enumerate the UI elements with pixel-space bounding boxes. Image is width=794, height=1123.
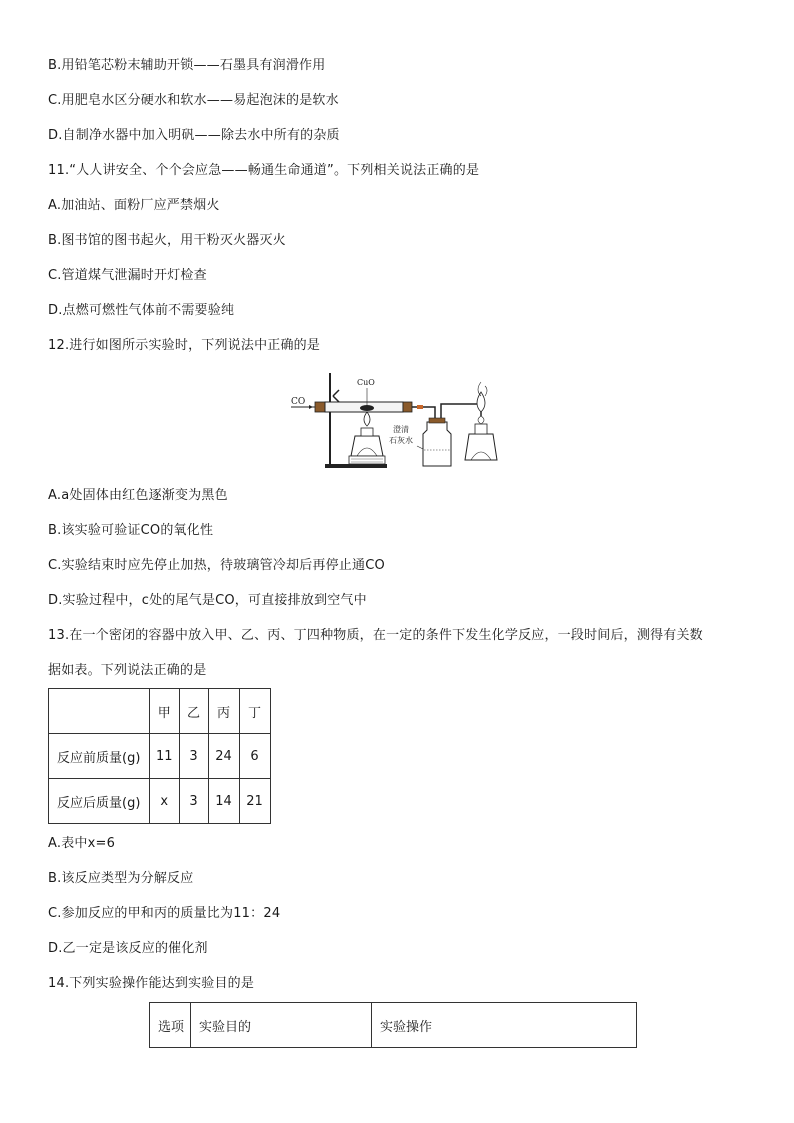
q13-option-a: A.表中x=6	[48, 836, 116, 851]
co-reduction-apparatus-figure	[285, 368, 525, 472]
q11-option-a: A.加油站、面粉厂应严禁烟火	[48, 198, 220, 213]
q12-option-b: B.该实验可验证CO的氧化性	[48, 523, 214, 538]
table-row	[49, 734, 271, 779]
q13-option-b: B.该反应类型为分解反应	[48, 871, 194, 886]
table-cell: 11	[150, 734, 180, 779]
table-header-cell: 丙	[208, 689, 239, 734]
table-cell: 6	[239, 734, 270, 779]
q13-stem-line2: 据如表。下列说法正确的是	[48, 663, 207, 678]
q13-option-d: D.乙一定是该反应的催化剂	[48, 941, 208, 956]
q10-option-b: B.用铅笔芯粉末辅助开锁——石墨具有润滑作用	[48, 58, 326, 73]
table-row	[49, 779, 271, 824]
q12-option-d: D.实验过程中，c处的尾气是CO，可直接排放到空气中	[48, 593, 367, 608]
q11-option-c: C.管道煤气泄漏时开灯检查	[48, 268, 207, 283]
q12-option-c: C.实验结束时应先停止加热，待玻璃管冷却后再停止通CO	[48, 558, 385, 573]
q13-stem-line1: 13.在一个密闭的容器中放入甲、乙、丙、丁四种物质，在一定的条件下发生化学反应，一段时间后，测得有关数	[48, 628, 703, 643]
table-cell: 反应后质量(g)	[49, 779, 150, 824]
table-header-row	[150, 1003, 637, 1048]
q13-option-c: C.参加反应的甲和丙的质量比为11：24	[48, 906, 281, 921]
table-header-cell: 甲	[150, 689, 180, 734]
table-cell: 3	[179, 779, 208, 824]
co-label: CO	[291, 397, 306, 407]
cuo-label: CuO	[357, 378, 375, 387]
table-cell: 14	[208, 779, 239, 824]
table-cell: 3	[179, 734, 208, 779]
q10-option-d: D.自制净水器中加入明矾——除去水中所有的杂质	[48, 128, 340, 143]
q10-option-c: C.用肥皂水区分硬水和软水——易起泡沫的是软水	[48, 93, 339, 108]
q14-stem: 14.下列实验操作能达到实验目的是	[48, 976, 255, 991]
q11-option-d: D.点燃可燃性气体前不需要验纯	[48, 303, 235, 318]
limewater-label-line2: 石灰水	[389, 436, 413, 445]
table-header-cell: 实验目的	[191, 1003, 372, 1048]
table-cell: x	[150, 779, 180, 824]
q13-data-table	[48, 688, 271, 824]
table-header-cell	[49, 689, 150, 734]
limewater-label-line1: 澄清	[393, 425, 409, 434]
q11-stem: 11.“人人讲安全、个个会应急——畅通生命通道”。下列相关说法正确的是	[48, 163, 480, 178]
q12-stem: 12.进行如图所示实验时，下列说法中正确的是	[48, 338, 321, 353]
table-cell: 反应前质量(g)	[49, 734, 150, 779]
table-header-cell: 丁	[239, 689, 270, 734]
table-cell: 24	[208, 734, 239, 779]
q12-option-a: A.a处固体由红色逐渐变为黑色	[48, 488, 228, 503]
table-header-cell: 乙	[179, 689, 208, 734]
table-header-row	[49, 689, 271, 734]
q14-options-table	[149, 1002, 637, 1048]
table-header-cell: 实验操作	[372, 1003, 637, 1048]
q11-option-b: B.图书馆的图书起火，用干粉灭火器灭火	[48, 233, 286, 248]
table-header-cell: 选项	[150, 1003, 191, 1048]
table-cell: 21	[239, 779, 270, 824]
